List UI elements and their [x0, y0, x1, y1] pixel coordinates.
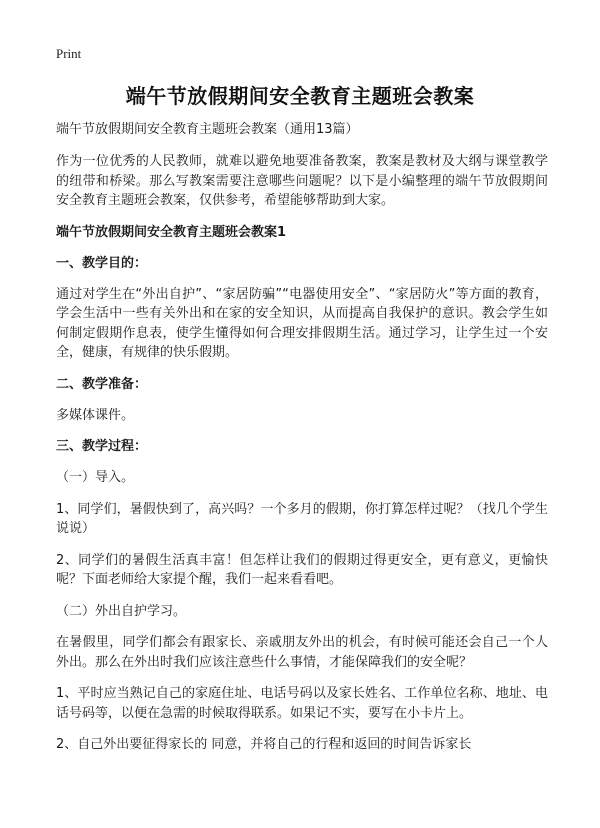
- step2-paragraph-2: 1、平时应当熟记自己的家庭住址、电话号码以及家长姓名、工作单位名称、地址、电话号码等，以便在急需的时候取得联系。如果记不实，要写在小卡片上。: [56, 686, 548, 721]
- print-link[interactable]: Print: [56, 46, 82, 61]
- step1-paragraph-2: 2、同学们的暑假生活真丰富！但怎样让我们的假期过得更安全，更有意义，更愉快呢？下面老师给大家提个醒，我们一起来看看吧。: [56, 552, 548, 587]
- plan-title: 端午节放假期间安全教育主题班会教案1: [56, 224, 287, 240]
- step2-paragraph-1: 在暑假里，同学们都会有跟家长、亲戚朋友外出的机会，有时候可能还会自己一个人外出。那么在外出时我们应该注意些什么事情，才能保障我们的安全呢？: [56, 635, 548, 670]
- document-body: [56, 120, 548, 767]
- document-title: 端午节放假期间安全教育主题班会教案: [125, 84, 475, 108]
- step1-heading: （一）导入。: [56, 470, 135, 485]
- step1-paragraph-1: 1、同学们，暑假快到了，高兴吗？一个多月的假期，你打算怎样过呢？（找几个学生说说）: [56, 501, 548, 536]
- document-subtitle: 端午节放假期间安全教育主题班会教案（通用13篇）: [56, 122, 359, 137]
- section-heading-preparation: 二、教学准备：: [56, 376, 148, 392]
- intro-paragraph: 作为一位优秀的人民教师，就难以避免地要准备教案，教案是教材及大纲与课堂教学的纽带和桥梁。那么写教案需要注意哪些问题呢？以下是小编整理的端午节放假期间安全教育主题班会教案，仅供参考，希望能够帮助到大家。: [56, 154, 548, 208]
- objectives-paragraph: 通过对学生在“外出自护”、“家居防骗”“电器使用安全”、“家居防火”等方面的教育，学会生活中一些有关外出和在家的安全知识，从而提高自我保护的意识。教会学生如何制定假期作息表，使学生懂得如何合理安排假期生活。通过学习，让学生过一个安全，健康，有规律的快乐假期。: [56, 286, 548, 360]
- section-heading-objectives: 一、教学目的：: [56, 255, 148, 271]
- step2-heading: （二）外出自护学习。: [56, 603, 187, 619]
- section-heading-process: 三、教学过程：: [56, 439, 148, 454]
- step2-paragraph-3: 2、自己外出要征得家长的 同意，并将自己的行程和返回的时间告诉家长: [56, 737, 472, 752]
- preparation-paragraph: 多媒体课件。: [56, 407, 135, 423]
